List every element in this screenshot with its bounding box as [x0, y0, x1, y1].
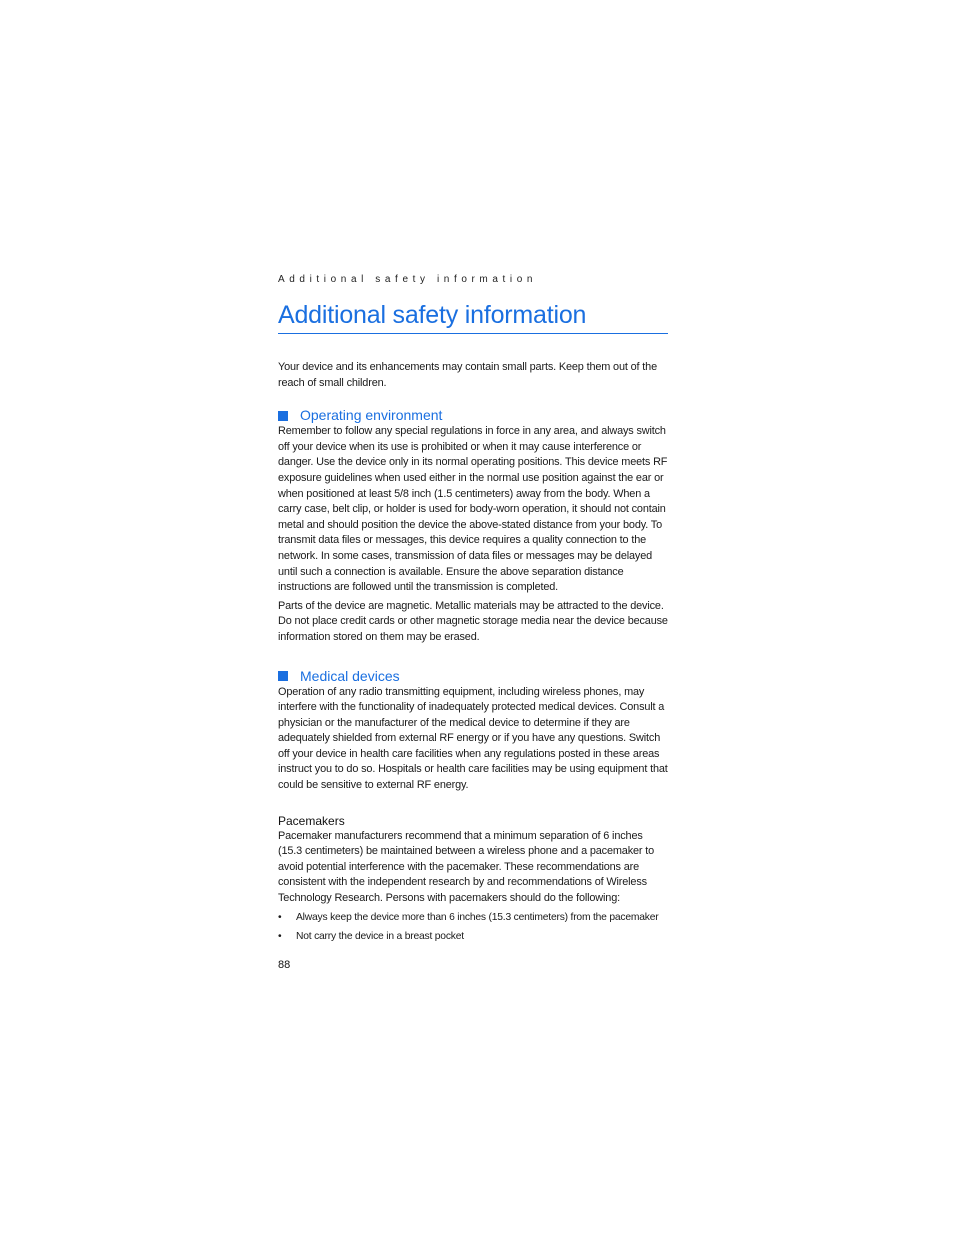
- list-item: [278, 910, 668, 926]
- page-title: Additional safety information: [278, 299, 668, 334]
- bullet-icon: •: [278, 911, 282, 923]
- pacemaker-bullet-list: [278, 910, 668, 945]
- document-page: [278, 272, 668, 973]
- page-number: 88: [278, 959, 291, 972]
- intro-paragraph: Your device and its enhancements may contain small parts. Keep them out of the reach of small children.: [278, 361, 657, 389]
- blue-square-icon: [278, 671, 288, 681]
- running-header: Additional safety information: [278, 274, 538, 285]
- section-title: Medical devices: [300, 667, 400, 684]
- section-heading-medical-devices: [278, 668, 668, 685]
- operating-environment-paragraph-1: Remember to follow any special regulations in force in any area, and always switch off your device when its use is prohibited or when it may cause interference or danger. Use the device only in its normal operating positions. This device meets RF exposure guidelines when used either in the normal use position against the ear or when positioned at least 5/8 inch (1.5 centimeters) away from the body. When a carry case, belt clip, or holder is used for body-worn operation, it should not contain metal and should position the device the above-stated distance from your body. To transmit data files or messages, this device requires a quality connection to the network. In some cases, transmission of data files or messages may be delayed until such a connection is available. Ensure the above separation distance instructions are followed until the transmission is completed.: [278, 425, 668, 594]
- pacemakers-heading: Pacemakers: [278, 813, 345, 828]
- blue-square-icon: [278, 411, 288, 421]
- list-item: [278, 929, 668, 945]
- list-item-text: Not carry the device in a breast pocket: [296, 930, 464, 942]
- list-item-text: Always keep the device more than 6 inches (15.3 centimeters) from the pacemaker: [296, 911, 659, 923]
- operating-environment-paragraph-2: Parts of the device are magnetic. Metallic materials may be attracted to the device. Do not place credit cards or other magnetic storage media near the device because information stored on them may be erased.: [278, 599, 668, 643]
- section-title: Operating environment: [300, 407, 443, 424]
- section-heading-operating-environment: [278, 407, 668, 424]
- pacemakers-paragraph: Pacemaker manufacturers recommend that a minimum separation of 6 inches (15.3 centimeters) be maintained between a wireless phone and a pacemaker to avoid potential interference with the pacemaker. These recommendations are consistent with the independent research by and recommendations of Wireless Technology Research. Persons with pacemakers should do the following:: [278, 829, 655, 905]
- medical-devices-paragraph: Operation of any radio transmitting equipment, including wireless phones, may interfere with the functionality of inadequately protected medical devices. Consult a physician or the manufacturer of the medical device to determine if they are adequately shielded from external RF energy or if you have any questions. Switch off your device in health care facilities when any regulations posted in these areas instruct you to do so. Hospitals or health care facilities may be using equipment that could be sensitive to external RF energy.: [278, 685, 668, 792]
- bullet-icon: •: [278, 930, 282, 942]
